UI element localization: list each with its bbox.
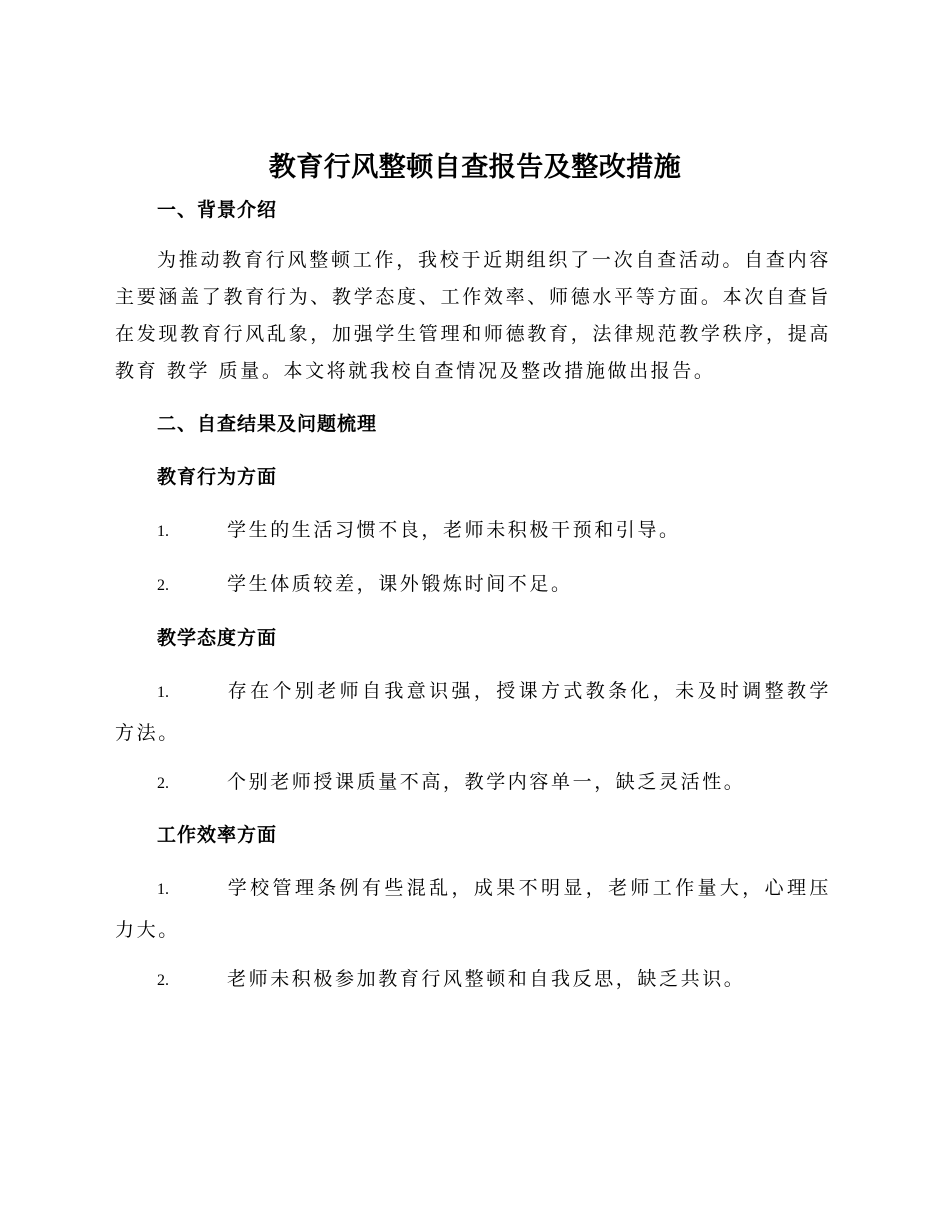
list-item xyxy=(115,671,831,753)
list-item xyxy=(115,868,831,950)
subheading-education-behavior: 教育行为方面 xyxy=(157,466,278,488)
background-paragraph: 为推动教育行风整顿工作，我校于近期组织了一次自查活动。自查内容主要涵盖了教育行为、教学态度、工作效率、师德水平等方面。本次自查旨在发现教育行风乱象，加强学生管理和师德教育，法律规范教学秩序，提高教育 教学 质量。本文将就我校自查情况及整改措施做出报告。 xyxy=(115,249,831,382)
document-title: 教育行风整顿自查报告及整改措施 xyxy=(268,152,682,183)
section-heading-results: 二、自查结果及问题梳理 xyxy=(157,413,378,435)
list-item-number: 2. xyxy=(157,972,169,989)
list-item-number: 2. xyxy=(157,775,169,792)
list-item-text: 老师未积极参加教育行风整顿和自我反思，缺乏共识。 xyxy=(227,968,746,990)
subheading-teaching-attitude: 教学态度方面 xyxy=(157,627,278,649)
list-item-number: 1. xyxy=(157,684,169,701)
list-item-number: 1. xyxy=(157,523,169,540)
list-item xyxy=(115,959,831,1001)
list-item-number: 2. xyxy=(157,577,169,594)
list-item xyxy=(115,564,831,606)
subheading-work-efficiency: 工作效率方面 xyxy=(157,824,278,846)
list-item-text: 学生体质较差，课外锻炼时间不足。 xyxy=(227,573,573,595)
list-item-text: 存在个别老师自我意识强，授课方式教条化，未及时调整教学方法。 xyxy=(115,680,831,744)
list-item-text: 学校管理条例有些混乱，成果不明显，老师工作量大，心理压力大。 xyxy=(115,877,831,941)
list-item-text: 个别老师授课质量不高，教学内容单一，缺乏灵活性。 xyxy=(227,771,746,793)
list-item-text: 学生的生活习惯不良，老师未积极干预和引导。 xyxy=(227,519,681,541)
section-heading-background: 一、背景介绍 xyxy=(157,199,278,221)
list-item xyxy=(115,510,831,552)
list-item xyxy=(115,762,831,804)
list-item-number: 1. xyxy=(157,881,169,898)
